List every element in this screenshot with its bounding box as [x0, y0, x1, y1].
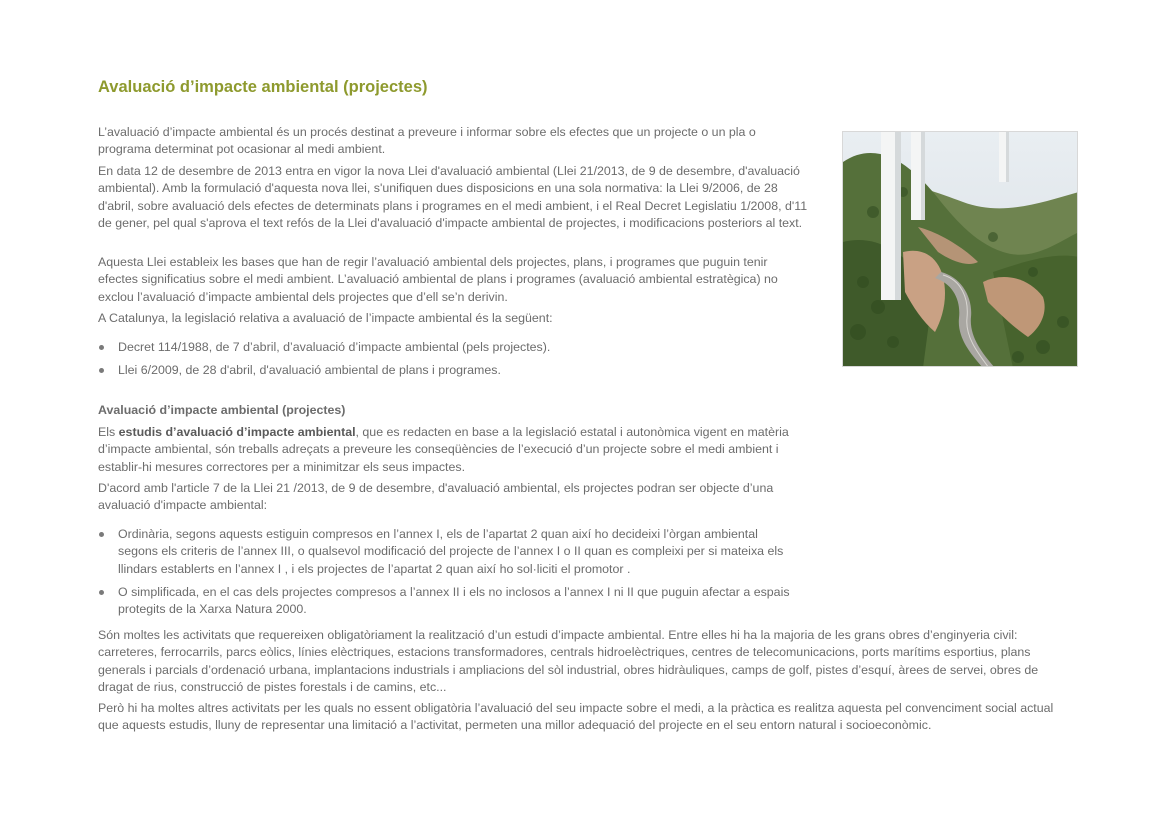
bullet-icon [99, 345, 104, 350]
list-item: Decret 114/1988, de 7 d’abril, d’avaluació d’impacte ambiental (pels projectes). [98, 339, 798, 356]
section-paragraph-4: Però hi ha moltes altres activitats per les quals no essent obligatòria l’avaluació del seu impacte sobre el medi, a la pràctica es realitza aquesta pel convenciment social actual que aquests estudis, lluny de representar una limitació a l’activitat, permeten una millor adequació del projecte en el seu entorn natural i socioeconòmic. [98, 701, 1054, 733]
legislation-list [98, 339, 798, 380]
intro-paragraph-3: Aquesta Llei estableix les bases que han de regir l’avaluació ambiental dels projectes, plans, i programes que puguin tenir efectes significatius sobre el medi ambient. L’avaluació ambiental de plans i programes (avaluació ambiental estratègica) no exclou l’avaluació d’impacte ambiental dels projectes que d’ell se’n derivin. [98, 255, 778, 304]
intro-paragraph-2: En data 12 de desembre de 2013 entra en vigor la nova Llei d'avaluació ambiental (Llei 21/2013, de 9 de desembre, d'avaluació ambiental). Amb la formulació d'aquesta nova llei, s'unifiquen dues disposicions en una sola normativa: la Llei 9/2006, de 28 d'abril, sobre avaluació dels efectes de determinats plans i programes en el medi ambient, i el Real Decret Legislatiu 1/2008, d'11 de gener, pel qual s'aprova el text refós de la Llei d'avaluació d'impacte ambiental de projectes, i modificacions posteriors al text. [98, 164, 808, 230]
list-item: Llei 6/2009, de 28 d'abril, d'avaluació ambiental de plans i programes. [98, 362, 798, 379]
section-paragraph-2: D'acord amb l'article 7 de la Llei 21 /2013, de 9 de desembre, d'avaluació ambiental, els projectes podran ser objecte d’una avaluació d'impacte ambiental: [98, 481, 774, 513]
bullet-icon [99, 368, 104, 373]
wind-turbine-photo [842, 131, 1078, 367]
landscape-illustration [843, 132, 1078, 367]
intro-paragraph-4: A Catalunya, la legislació relativa a avaluació de l’impacte ambiental és la següent: [98, 311, 553, 325]
page-title: Avaluació d’impacte ambiental (projectes) [98, 78, 428, 96]
section-paragraph-1: Els estudis d’avaluació d’impacte ambiental, que es redacten en base a la legislació estatal i autonòmica vigent en matèria d’impacte ambiental, són treballs adreçats a preveure les conseqüències de l’execució d’un projecte sobre el medi ambient i establir-hi mesures correctores per a minimitzar els seus impactes. [98, 425, 789, 474]
bullet-icon [99, 532, 104, 537]
bullet-icon [99, 590, 104, 595]
assessment-type-list [98, 526, 798, 618]
section-paragraph-3: Són moltes les activitats que requereixen obligatòriament la realització d’un estudi d’impacte ambiental. Entre elles hi ha la majoria de les grans obres d’enginyeria civil: carreteres, ferrocarrils, parcs eòlics, línies elèctriques, estacions transformadores, centrals hidroelèctriques, centres de telecomunicacions, ports marítims esportius, plans generals i parcials d’ordenació urbana, implantacions industrials i ampliacions del sòl industrial, obres hidràuliques, camps de golf, pistes d’esquí, àrees de servei, obres de dragat de rius, construcció de pistes forestals i de camins, etc... [98, 628, 1039, 694]
intro-paragraph-1: L’avaluació d’impacte ambiental és un procés destinat a preveure i informar sobre els efectes que un projecte o un pla o programa determinat pot ocasionar al medi ambient. [98, 125, 756, 157]
list-item: O simplificada, en el cas dels projectes compresos a l’annex II i els no inclosos a l’annex I ni II que puguin afectar a espais protegits de la Xarxa Natura 2000. [98, 584, 798, 619]
section-heading: Avaluació d’impacte ambiental (projectes) [98, 403, 346, 417]
emphasis-text: estudis d’avaluació d’impacte ambiental [118, 425, 356, 439]
list-item: Ordinària, segons aquests estiguin compresos en l’annex I, els de l’apartat 2 quan així ho decideixi l’òrgan ambiental segons els criteris de l’annex III, o qualsevol modificació del projecte de l’annex I o II quan es compleixi per si mateixa els llindars establerts en l’annex I , i els projectes de l’apartat 2 quan així ho sol·liciti el promotor . [98, 526, 798, 578]
